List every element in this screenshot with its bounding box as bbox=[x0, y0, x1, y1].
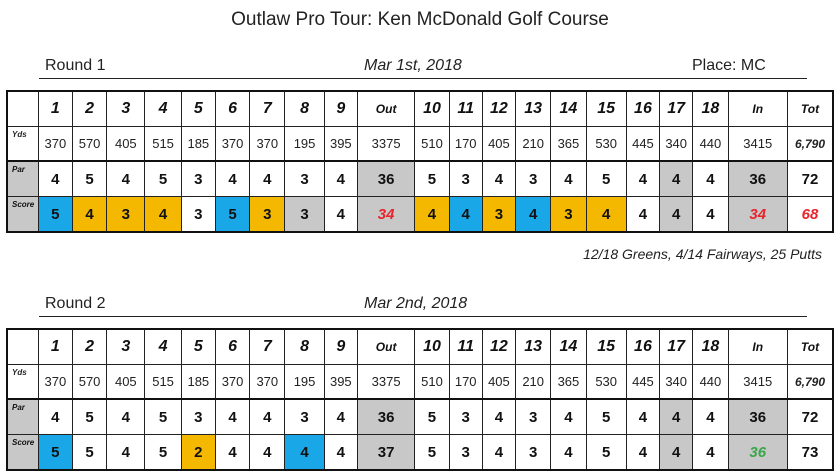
score-cell: 4 bbox=[215, 435, 249, 471]
round-label: Round 1 bbox=[45, 57, 106, 74]
yardage-row bbox=[7, 127, 833, 162]
par-cell: 36 bbox=[357, 399, 414, 435]
row-label-yds: Yds bbox=[7, 127, 38, 162]
row-label-par: Par bbox=[7, 161, 38, 197]
par-cell: 4 bbox=[482, 161, 515, 197]
hole-header: 7 bbox=[250, 91, 285, 127]
yardage-cell: 510 bbox=[415, 365, 449, 400]
round-date: Mar 2nd, 2018 bbox=[364, 295, 468, 312]
yardage-cell: 510 bbox=[415, 127, 449, 162]
yardage-cell: 195 bbox=[285, 365, 324, 400]
par-cell: 4 bbox=[250, 399, 285, 435]
par-row bbox=[7, 161, 833, 197]
par-cell: 4 bbox=[626, 161, 659, 197]
score-cell: 5 bbox=[72, 435, 106, 471]
scorecard-table bbox=[6, 328, 834, 471]
score-cell: 3 bbox=[181, 197, 215, 233]
hole-header: 5 bbox=[181, 91, 215, 127]
par-cell: 36 bbox=[728, 399, 787, 435]
score-cell: 73 bbox=[787, 435, 833, 471]
score-cell: 36 bbox=[728, 435, 787, 471]
hole-header: 10 bbox=[415, 329, 449, 365]
yardage-cell: 370 bbox=[215, 127, 249, 162]
yardage-cell: 405 bbox=[482, 127, 515, 162]
round-1-card bbox=[6, 56, 834, 233]
hole-header: 16 bbox=[626, 91, 659, 127]
yardage-cell: 340 bbox=[660, 365, 693, 400]
yardage-cell: 405 bbox=[107, 365, 145, 400]
yardage-cell: 3415 bbox=[728, 127, 787, 162]
hole-header: Out bbox=[357, 329, 414, 365]
hole-header: 17 bbox=[660, 91, 693, 127]
yardage-cell: 340 bbox=[660, 127, 693, 162]
score-cell: 4 bbox=[516, 197, 551, 233]
score-cell: 5 bbox=[215, 197, 249, 233]
par-cell: 4 bbox=[693, 161, 728, 197]
round-stats: 12/18 Greens, 4/14 Fairways, 25 Putts bbox=[583, 246, 822, 262]
hole-header: 3 bbox=[107, 329, 145, 365]
yardage-cell: 440 bbox=[693, 127, 728, 162]
yardage-cell: 195 bbox=[285, 127, 324, 162]
corner-cell bbox=[7, 91, 38, 127]
score-row bbox=[7, 435, 833, 471]
par-cell: 36 bbox=[728, 161, 787, 197]
round-header bbox=[6, 56, 834, 90]
hole-header: 6 bbox=[215, 329, 249, 365]
par-cell: 5 bbox=[586, 161, 626, 197]
hole-header: 11 bbox=[449, 91, 482, 127]
hole-header: 9 bbox=[324, 329, 357, 365]
yardage-cell: 370 bbox=[250, 127, 285, 162]
row-label-score: Score bbox=[7, 197, 38, 233]
par-cell: 3 bbox=[449, 399, 482, 435]
par-cell: 5 bbox=[72, 161, 106, 197]
yardage-cell: 570 bbox=[72, 365, 106, 400]
yardage-cell: 445 bbox=[626, 365, 659, 400]
yardage-cell: 365 bbox=[551, 127, 586, 162]
round-date: Mar 1st, 2018 bbox=[364, 57, 462, 74]
yardage-cell: 170 bbox=[449, 127, 482, 162]
hole-header: 9 bbox=[324, 91, 357, 127]
par-cell: 4 bbox=[324, 161, 357, 197]
par-cell: 4 bbox=[38, 399, 72, 435]
hole-header: 15 bbox=[586, 329, 626, 365]
hole-header: 13 bbox=[516, 91, 551, 127]
score-cell: 3 bbox=[482, 197, 515, 233]
hole-header: 16 bbox=[626, 329, 659, 365]
hole-header: 8 bbox=[285, 91, 324, 127]
par-cell: 4 bbox=[38, 161, 72, 197]
score-cell: 34 bbox=[357, 197, 414, 233]
hole-header: Tot bbox=[787, 91, 833, 127]
score-cell: 4 bbox=[551, 435, 586, 471]
score-cell: 3 bbox=[107, 197, 145, 233]
yardage-cell: 530 bbox=[586, 127, 626, 162]
score-cell: 5 bbox=[586, 435, 626, 471]
hole-header: Out bbox=[357, 91, 414, 127]
row-label-par: Par bbox=[7, 399, 38, 435]
yardage-cell: 445 bbox=[626, 127, 659, 162]
yardage-cell: 570 bbox=[72, 127, 106, 162]
score-cell: 3 bbox=[551, 197, 586, 233]
par-cell: 5 bbox=[72, 399, 106, 435]
par-cell: 3 bbox=[449, 161, 482, 197]
score-cell: 4 bbox=[449, 197, 482, 233]
score-cell: 4 bbox=[660, 197, 693, 233]
yardage-cell: 370 bbox=[38, 365, 72, 400]
par-cell: 4 bbox=[215, 161, 249, 197]
par-cell: 4 bbox=[107, 161, 145, 197]
par-cell: 5 bbox=[415, 161, 449, 197]
par-cell: 3 bbox=[285, 161, 324, 197]
hole-header: 3 bbox=[107, 91, 145, 127]
yardage-cell: 515 bbox=[145, 127, 181, 162]
yardage-cell: 210 bbox=[516, 365, 551, 400]
par-cell: 4 bbox=[551, 399, 586, 435]
par-cell: 4 bbox=[482, 399, 515, 435]
header-divider bbox=[39, 316, 807, 317]
yardage-cell: 6,790 bbox=[787, 365, 833, 400]
yardage-cell: 405 bbox=[107, 127, 145, 162]
par-cell: 3 bbox=[516, 399, 551, 435]
par-cell: 3 bbox=[285, 399, 324, 435]
hole-number-row bbox=[7, 329, 833, 365]
yardage-cell: 370 bbox=[215, 365, 249, 400]
score-cell: 4 bbox=[324, 197, 357, 233]
yardage-cell: 370 bbox=[38, 127, 72, 162]
par-cell: 4 bbox=[551, 161, 586, 197]
par-cell: 72 bbox=[787, 399, 833, 435]
hole-header: 11 bbox=[449, 329, 482, 365]
score-cell: 68 bbox=[787, 197, 833, 233]
hole-header: 8 bbox=[285, 329, 324, 365]
par-row bbox=[7, 399, 833, 435]
score-cell: 5 bbox=[145, 435, 181, 471]
par-cell: 5 bbox=[586, 399, 626, 435]
par-cell: 3 bbox=[181, 161, 215, 197]
yardage-cell: 405 bbox=[482, 365, 515, 400]
score-cell: 3 bbox=[250, 197, 285, 233]
score-cell: 5 bbox=[38, 197, 72, 233]
hole-header: 18 bbox=[693, 91, 728, 127]
round-place: Place: MC bbox=[692, 57, 766, 74]
par-cell: 4 bbox=[660, 399, 693, 435]
yardage-cell: 185 bbox=[181, 127, 215, 162]
par-cell: 5 bbox=[415, 399, 449, 435]
yardage-cell: 440 bbox=[693, 365, 728, 400]
score-cell: 4 bbox=[693, 197, 728, 233]
score-cell: 4 bbox=[660, 435, 693, 471]
hole-header: 2 bbox=[72, 91, 106, 127]
par-cell: 4 bbox=[660, 161, 693, 197]
score-cell: 4 bbox=[324, 435, 357, 471]
page-title: Outlaw Pro Tour: Ken McDonald Golf Course bbox=[231, 9, 609, 30]
yardage-cell: 170 bbox=[449, 365, 482, 400]
score-cell: 4 bbox=[250, 435, 285, 471]
hole-header: 13 bbox=[516, 329, 551, 365]
hole-header: Tot bbox=[787, 329, 833, 365]
hole-header: In bbox=[728, 329, 787, 365]
score-cell: 3 bbox=[285, 197, 324, 233]
score-cell: 4 bbox=[693, 435, 728, 471]
score-cell: 34 bbox=[728, 197, 787, 233]
par-cell: 36 bbox=[357, 161, 414, 197]
score-cell: 2 bbox=[181, 435, 215, 471]
hole-header: 12 bbox=[482, 329, 515, 365]
yardage-cell: 3375 bbox=[357, 365, 414, 400]
row-label-score: Score bbox=[7, 435, 38, 471]
yardage-cell: 6,790 bbox=[787, 127, 833, 162]
par-cell: 72 bbox=[787, 161, 833, 197]
score-cell: 4 bbox=[107, 435, 145, 471]
score-cell: 3 bbox=[516, 435, 551, 471]
header-divider bbox=[39, 78, 807, 79]
yardage-row bbox=[7, 365, 833, 400]
yardage-cell: 185 bbox=[181, 365, 215, 400]
hole-header: 2 bbox=[72, 329, 106, 365]
scorecard-table bbox=[6, 90, 834, 233]
par-cell: 4 bbox=[693, 399, 728, 435]
score-cell: 3 bbox=[449, 435, 482, 471]
corner-cell bbox=[7, 329, 38, 365]
par-cell: 4 bbox=[324, 399, 357, 435]
hole-header: 1 bbox=[38, 91, 72, 127]
hole-header: 7 bbox=[250, 329, 285, 365]
hole-header: 14 bbox=[551, 329, 586, 365]
score-cell: 5 bbox=[38, 435, 72, 471]
score-cell: 4 bbox=[482, 435, 515, 471]
round-label: Round 2 bbox=[45, 295, 106, 312]
hole-header: 12 bbox=[482, 91, 515, 127]
yardage-cell: 395 bbox=[324, 127, 357, 162]
par-cell: 4 bbox=[250, 161, 285, 197]
hole-header: 5 bbox=[181, 329, 215, 365]
par-cell: 4 bbox=[626, 399, 659, 435]
hole-header: In bbox=[728, 91, 787, 127]
hole-header: 17 bbox=[660, 329, 693, 365]
score-cell: 4 bbox=[72, 197, 106, 233]
par-cell: 5 bbox=[145, 399, 181, 435]
hole-header: 15 bbox=[586, 91, 626, 127]
hole-header: 4 bbox=[145, 91, 181, 127]
yardage-cell: 370 bbox=[250, 365, 285, 400]
score-cell: 37 bbox=[357, 435, 414, 471]
yardage-cell: 395 bbox=[324, 365, 357, 400]
yardage-cell: 3375 bbox=[357, 127, 414, 162]
hole-header: 6 bbox=[215, 91, 249, 127]
row-label-yds: Yds bbox=[7, 365, 38, 400]
yardage-cell: 3415 bbox=[728, 365, 787, 400]
par-cell: 3 bbox=[516, 161, 551, 197]
yardage-cell: 530 bbox=[586, 365, 626, 400]
score-cell: 4 bbox=[285, 435, 324, 471]
yardage-cell: 365 bbox=[551, 365, 586, 400]
hole-header: 10 bbox=[415, 91, 449, 127]
hole-header: 18 bbox=[693, 329, 728, 365]
par-cell: 4 bbox=[215, 399, 249, 435]
yardage-cell: 210 bbox=[516, 127, 551, 162]
score-cell: 4 bbox=[626, 435, 659, 471]
score-cell: 4 bbox=[415, 197, 449, 233]
yardage-cell: 515 bbox=[145, 365, 181, 400]
score-row bbox=[7, 197, 833, 233]
hole-number-row bbox=[7, 91, 833, 127]
round-2-card bbox=[6, 294, 834, 471]
par-cell: 5 bbox=[145, 161, 181, 197]
hole-header: 14 bbox=[551, 91, 586, 127]
par-cell: 4 bbox=[107, 399, 145, 435]
par-cell: 3 bbox=[181, 399, 215, 435]
score-cell: 4 bbox=[586, 197, 626, 233]
hole-header: 1 bbox=[38, 329, 72, 365]
score-cell: 4 bbox=[145, 197, 181, 233]
score-cell: 4 bbox=[626, 197, 659, 233]
round-header bbox=[6, 294, 834, 328]
hole-header: 4 bbox=[145, 329, 181, 365]
score-cell: 5 bbox=[415, 435, 449, 471]
